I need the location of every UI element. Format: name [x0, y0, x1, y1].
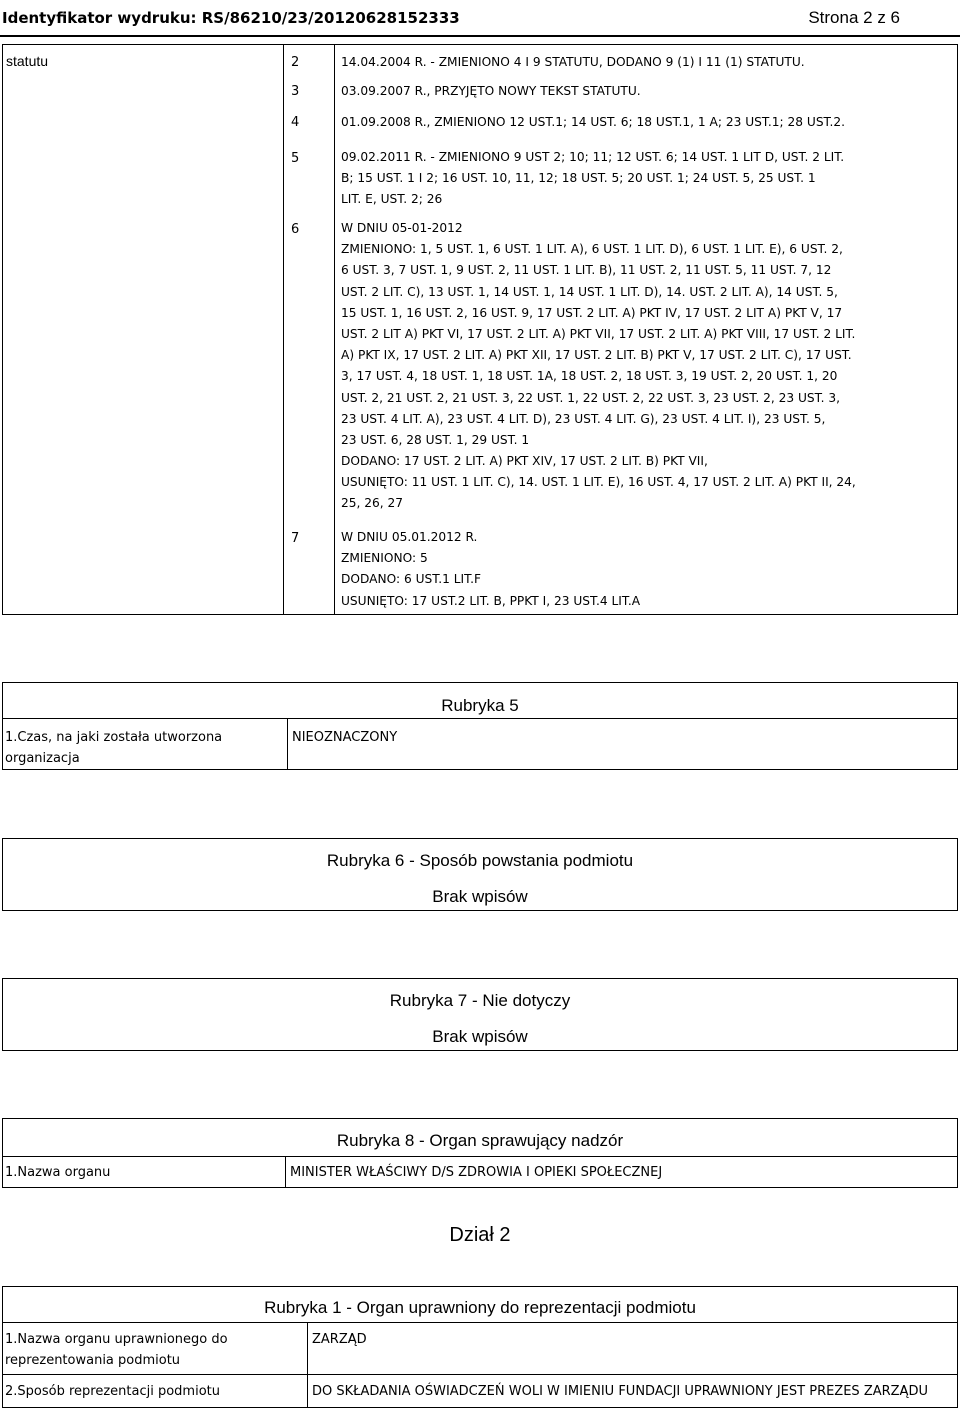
rubryka8-value: MINISTER WŁAŚCIWY D/S ZDROWIA I OPIEKI SPOŁECZNEJ: [290, 1165, 663, 1180]
row-line: ZMIENIONO: 5: [341, 551, 428, 566]
row-line: 23 UST. 4 LIT. A), 23 UST. 4 LIT. D), 23 UST. 4 LIT. G), 23 UST. 4 LIT. I), 23 UST. 5,: [341, 411, 826, 426]
page-header: [0, 6, 960, 30]
row-line: DODANO: 17 UST. 2 LIT. A) PKT XIV, 17 UST. 2 LIT. B) PKT VII,: [341, 454, 708, 469]
row-content: [341, 147, 953, 211]
row-content: [341, 52, 953, 73]
row-line: 01.09.2008 R., ZMIENIONO 12 UST.1; 14 UST. 6; 18 UST.1, 1 A; 23 UST.1; 28 UST.2.: [341, 115, 846, 129]
row-line: B; 15 UST. 1 I 2; 16 UST. 10, 11, 12; 18 UST. 5; 20 UST. 1; 24 UST. 5, 25 UST. 1: [341, 171, 816, 186]
rubryka5-title: Rubryka 5: [441, 696, 519, 715]
row-line: 03.09.2007 R., PRZYJĘTO NOWY TEKST STATUTU.: [341, 84, 641, 98]
table-divider: [285, 1156, 286, 1188]
rubryka5-value: NIEOZNACZONY: [292, 730, 398, 745]
row-line: 3, 17 UST. 4, 18 UST. 1, 18 UST. 1A, 18 UST. 2, 18 UST. 3, 19 UST. 2, 20 UST. 1, 20: [341, 369, 838, 384]
section-rule: [2, 718, 958, 719]
row-line: USUNIĘTO: 17 UST.2 LIT. B, PPKT I, 23 UST.4 LIT.A: [341, 593, 641, 608]
row-line: UST. 2 LIT A) PKT VI, 17 UST. 2 LIT. A) PKT VII, 17 UST. 2 LIT. A) PKT VIII, 17 UST. 2 LIT.: [341, 326, 856, 341]
row-line: W DNIU 05-01-2012: [341, 221, 463, 235]
row-line: LIT. E, UST. 2; 26: [341, 192, 443, 207]
rubryka1-value: DO SKŁADANIA OŚWIADCZEŃ WOLI W IMIENIU FUNDACJI UPRAWNIONY JEST PREZES ZARZĄDU: [312, 1384, 928, 1399]
table-divider: [307, 1322, 308, 1408]
rubryka6-empty: Brak wpisów: [432, 887, 528, 906]
row-line: 23 UST. 6, 28 UST. 1, 29 UST. 1: [341, 432, 530, 447]
row-line: 6 UST. 3, 7 UST. 1, 9 UST. 2, 11 UST. 1 LIT. B), 11 UST. 2, 11 UST. 5, 11 UST. 7, 12: [341, 263, 832, 278]
section-rule: [2, 1156, 958, 1157]
rubryka7-empty: Brak wpisów: [432, 1027, 528, 1046]
section-rule: [2, 1322, 958, 1323]
row-line: 15 UST. 1, 16 UST. 2, 16 UST. 9, 17 UST. 2 LIT. A) PKT IV, 17 UST. 2 LIT A) PKT V, 17: [341, 305, 843, 320]
rubryka5-label: 1.Czas, na jaki została utworzona organizacja: [5, 730, 223, 766]
row-line: W DNIU 05.01.2012 R.: [341, 530, 478, 544]
row-number: 6: [291, 222, 300, 237]
rubryka8-label: 1.Nazwa organu: [5, 1165, 111, 1180]
row-number: 3: [291, 84, 300, 99]
row-content: [341, 112, 953, 133]
row-line: ZMIENIONO: 1, 5 UST. 1, 6 UST. 1 LIT. A), 6 UST. 1 LIT. D), 6 UST. 1 LIT. E), 6 UST. 2,: [341, 242, 843, 257]
rubryka1-label: 2.Sposób reprezentacji podmiotu: [5, 1384, 220, 1399]
table-divider: [287, 718, 288, 770]
row-line: DODANO: 6 UST.1 LIT.F: [341, 572, 482, 587]
dzial2-title: Dział 2: [449, 1224, 511, 1246]
print-identifier: Identyfikator wydruku: RS/86210/23/20120628152333: [2, 9, 460, 27]
rubryka7-title: Rubryka 7 - Nie dotyczy: [389, 991, 571, 1010]
row-number: 2: [291, 55, 300, 70]
row-line: 09.02.2011 R. - ZMIENIONO 9 UST 2; 10; 11; 12 UST. 6; 14 UST. 1 LIT D, UST. 2 LIT.: [341, 150, 845, 164]
row-number: 7: [291, 531, 300, 546]
row-line: 25, 26, 27: [341, 496, 404, 511]
rubryka8-title: Rubryka 8 - Organ sprawujący nadzór: [336, 1131, 624, 1150]
row-content: [341, 527, 953, 612]
row-content: [341, 218, 953, 515]
rubryka1-title: Rubryka 1 - Organ uprawniony do reprezentacji podmiotu: [264, 1298, 696, 1317]
rubryka1-value: ZARZĄD: [312, 1332, 367, 1347]
table-divider: [283, 44, 284, 615]
page-number: Strona 2 z 6: [808, 8, 900, 27]
table-divider: [334, 44, 335, 615]
statute-label: statutu: [6, 53, 49, 69]
row-number: 4: [291, 115, 300, 130]
row-number: 5: [291, 151, 300, 166]
row-line: USUNIĘTO: 11 UST. 1 LIT. C), 14. UST. 1 LIT. E), 16 UST. 4, 17 UST. 2 LIT. A) PKT II, 24,: [341, 475, 856, 490]
rubryka1-label: 1.Nazwa organu uprawnionego do reprezentowania podmiotu: [5, 1332, 228, 1368]
row-line: 14.04.2004 R. - ZMIENIONO 4 I 9 STATUTU, DODANO 9 (1) I 11 (1) STATUTU.: [341, 55, 805, 69]
header-rule: [0, 35, 960, 37]
row-rule: [2, 1374, 958, 1375]
row-content: [341, 81, 953, 102]
row-line: UST. 2 LIT. C), 13 UST. 1, 14 UST. 1, 14 UST. 1 LIT. D), 14. UST. 2 LIT. A), 14 UST. 5,: [341, 284, 838, 299]
row-line: A) PKT IX, 17 UST. 2 LIT. A) PKT XII, 17 UST. 2 LIT. B) PKT V, 17 UST. 2 LIT. C), 17 UST.: [341, 348, 852, 363]
row-line: UST. 2, 21 UST. 2, 21 UST. 3, 22 UST. 1, 22 UST. 2, 22 UST. 3, 23 UST. 2, 23 UST. 3,: [341, 390, 841, 405]
rubryka6-title: Rubryka 6 - Sposób powstania podmiotu: [326, 851, 634, 870]
